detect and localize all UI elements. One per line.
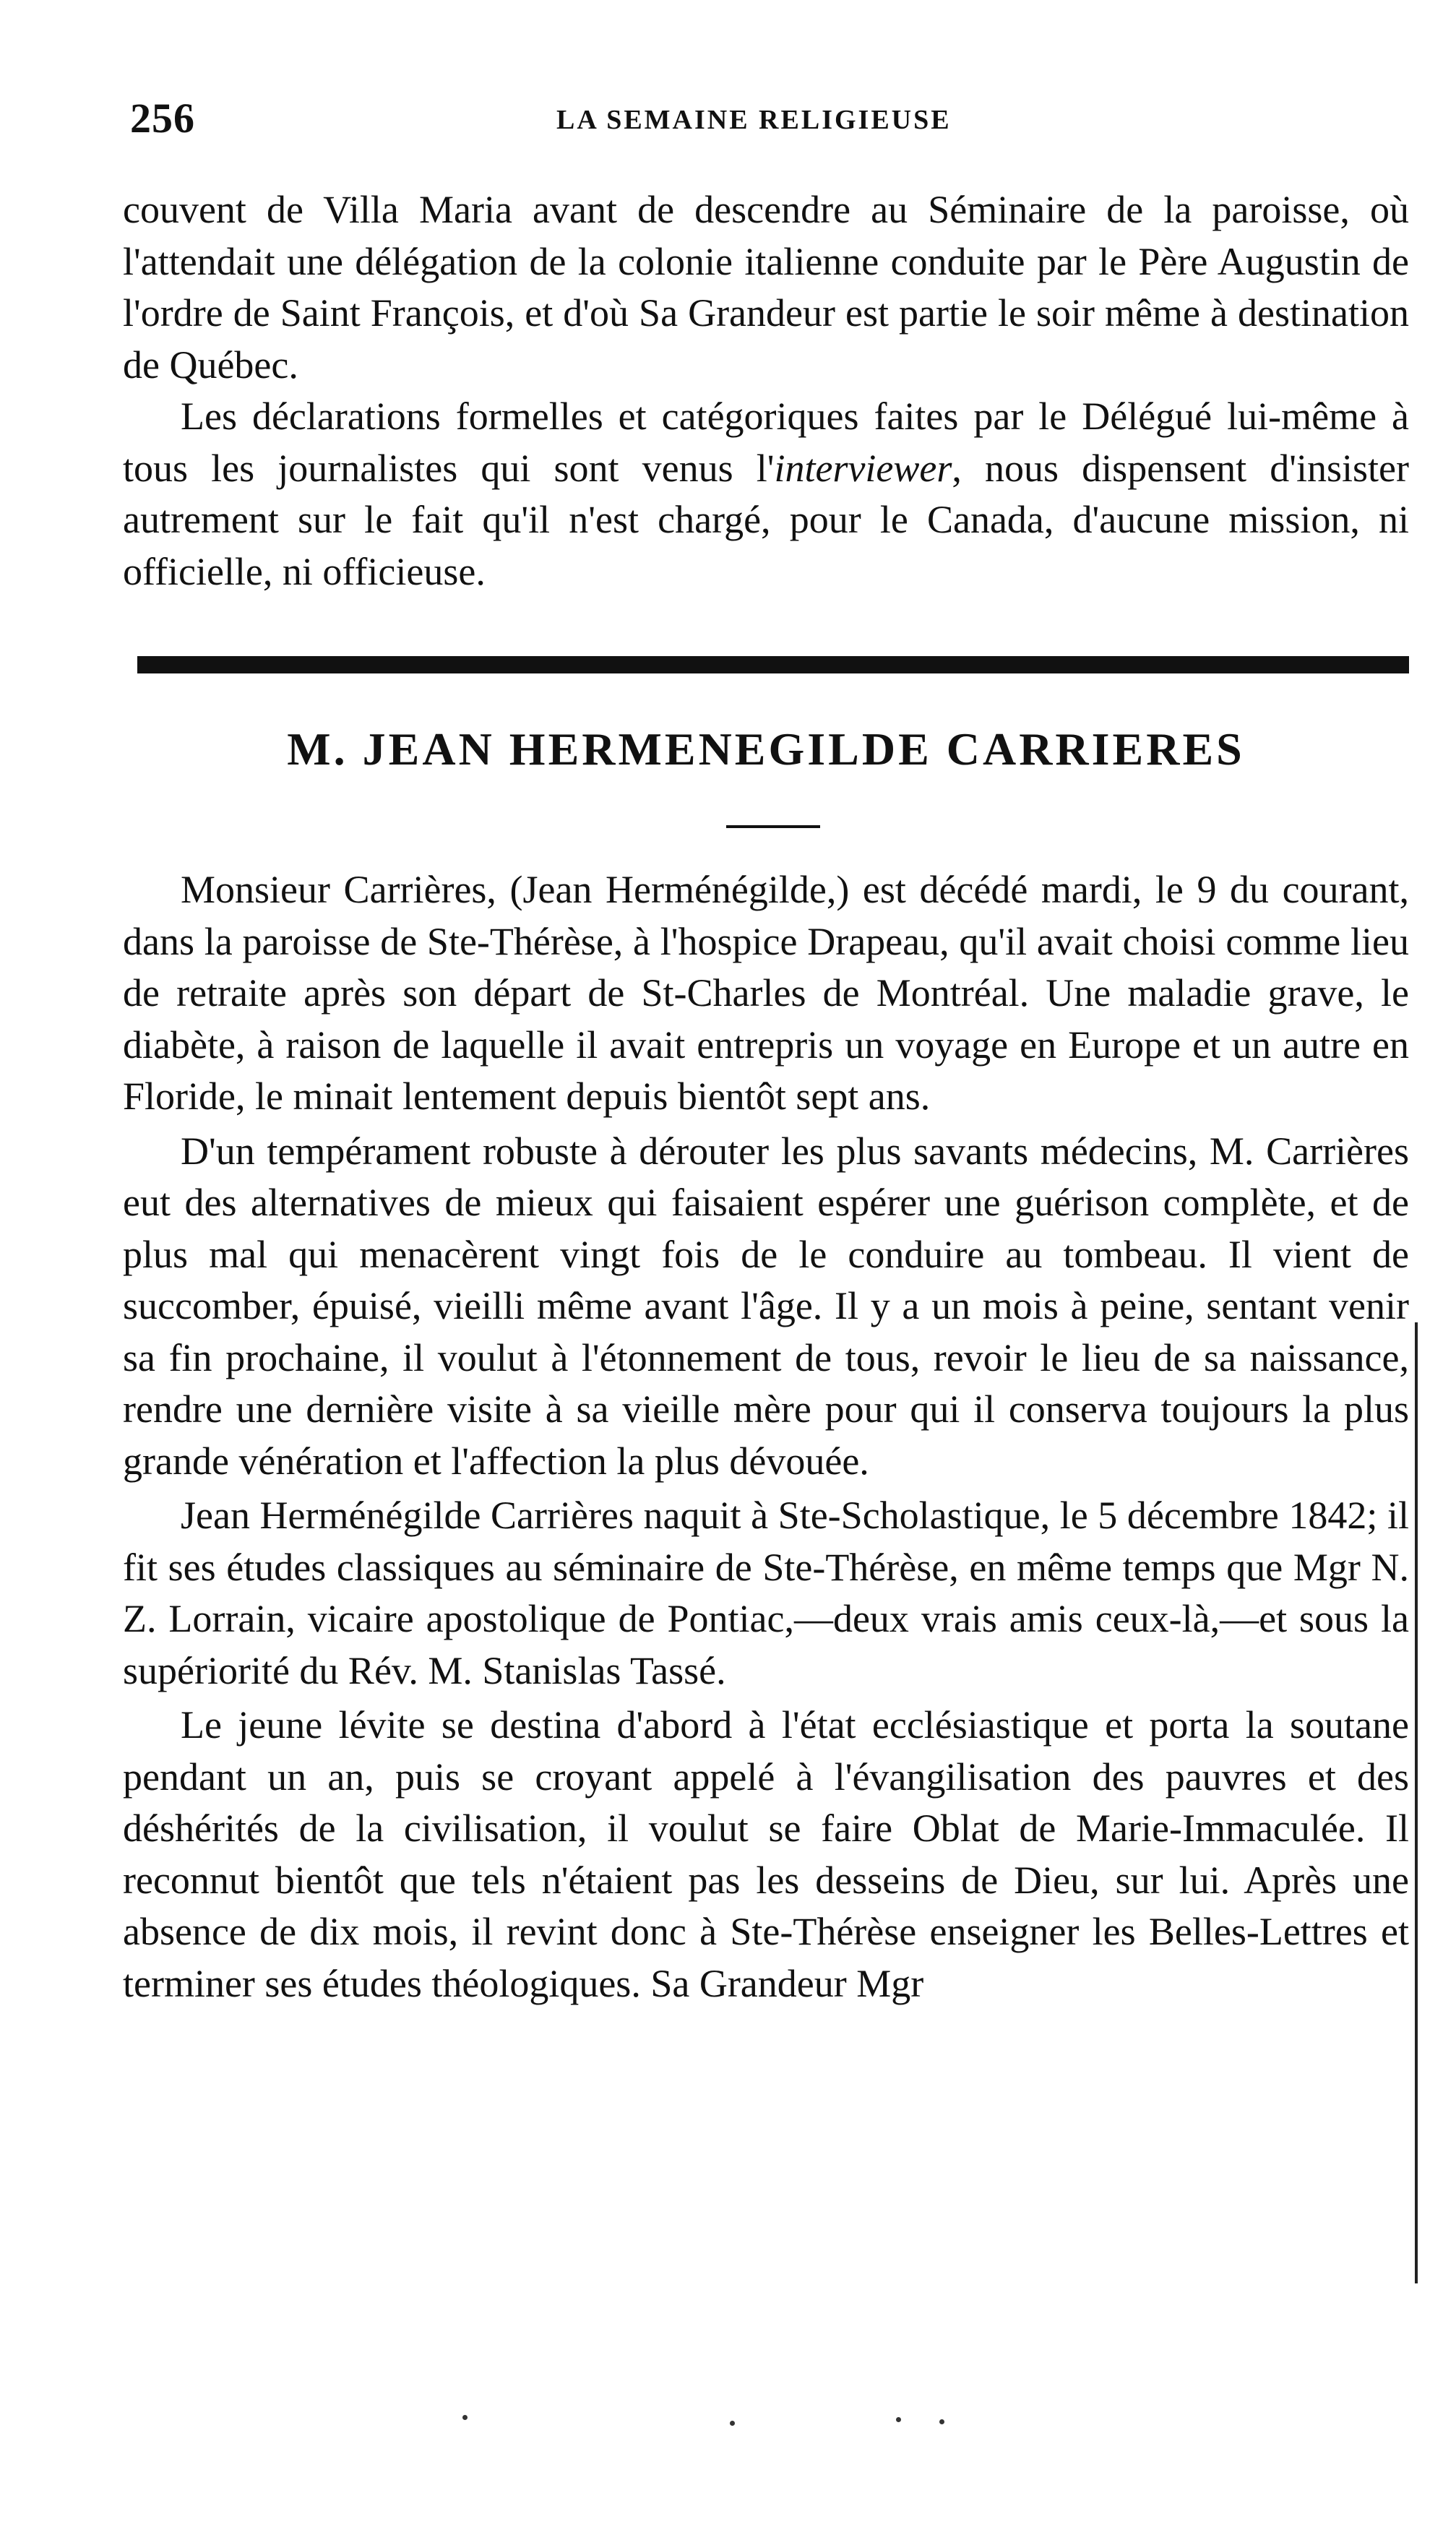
article-paragraph: Jean Herménégilde Carrières naquit à Ste-Scholastique, le 5 décembre 1842; il fit ses études classiques au séminaire de Ste-Thérèse, en même temps que Mgr N. Z. Lorrain, vicaire apostolique de Pontiac,—deux vrais amis ceux-là,—et sous la supériorité du Rév. M. Stanislas Tassé. [123,1494,1409,1692]
print-speck [462,2415,468,2420]
intro-paragraph-continued: couvent de Villa Maria avant de descendre au Séminaire de la paroisse, où l'attendait une délégation de la colonie italienne conduite par le Père Augustin de l'ordre de Saint François, et d'où Sa Grandeur est partie le soir même à destination de Québec. [123,188,1409,387]
margin-binding-line [1415,1322,1418,2283]
running-head [130,94,1416,152]
intro-italic-word: interviewer [774,446,952,490]
section-divider-rule [137,656,1409,673]
intro-text-before-italic: Les déclarations formelles et catégoriques faites par le Délégué lui-même à tous les journalistes qui sont venus l' [123,395,1409,490]
intro-text-after-italic: , nous dispensent d'insister autrement sur le fait qu'il n'est chargé, pour le Canada, d'aucune mission, ni officielle, ni officieuse. [123,446,1409,593]
article-title: M. JEAN HERMENEGILDE CARRIERES [287,723,1245,775]
journal-title: LA SEMAINE RELIGIEUSE [556,105,952,135]
article-body [123,864,1409,2012]
article-paragraph: Le jeune lévite se destina d'abord à l'état ecclésiastique et porta la soutane pendant un an, puis se croyant appelé à l'évangilisation des pauvres et des déshérités de la civilisation, il voulut se faire Oblat de Marie-Immaculée. Il reconnut bientôt que tels n'étaient pas les desseins de Dieu, sur lui. Après une absence de dix mois, il revint donc à Ste-Thérèse enseigner les Belles-Lettres et terminer ses études théologiques. Sa Grandeur Mgr [123,1703,1409,2005]
page-number: 256 [130,95,195,142]
article-paragraph: Monsieur Carrières, (Jean Herménégilde,) est décédé mardi, le 9 du courant, dans la paroisse de Ste-Thérèse, à l'hospice Drapeau, qu'il avait choisi comme lieu de retraite après son départ de St-Charles de Montréal. Une maladie grave, le diabète, à raison de laquelle il avait entrepris un voyage en Europe et un autre en Floride, le minait lentement depuis bientôt sept ans. [123,868,1409,1118]
intro-paragraph-declarations [123,391,1409,598]
article-paragraph: D'un tempérament robuste à dérouter les plus savants médecins, M. Carrières eut des alternatives de mieux qui faisaient espérer une guérison complète, et de plus mal qui menacèrent vingt fois de le conduire au tombeau. Il vient de succomber, épuisé, vieilli même avant l'âge. Il y a un mois à peine, sentant venir sa fin prochaine, il voulut à l'étonnement de tous, revoir le lieu de sa naissance, rendre une dernière visite à sa vieille mère pour qui il conserva toujours la plus grande vénération et l'affection la plus dévouée. [123,1129,1409,1483]
title-underline-rule [726,825,820,828]
print-speck [896,2417,901,2422]
print-speck [730,2421,735,2426]
intro-text [123,184,1409,598]
print-speck [939,2419,944,2424]
